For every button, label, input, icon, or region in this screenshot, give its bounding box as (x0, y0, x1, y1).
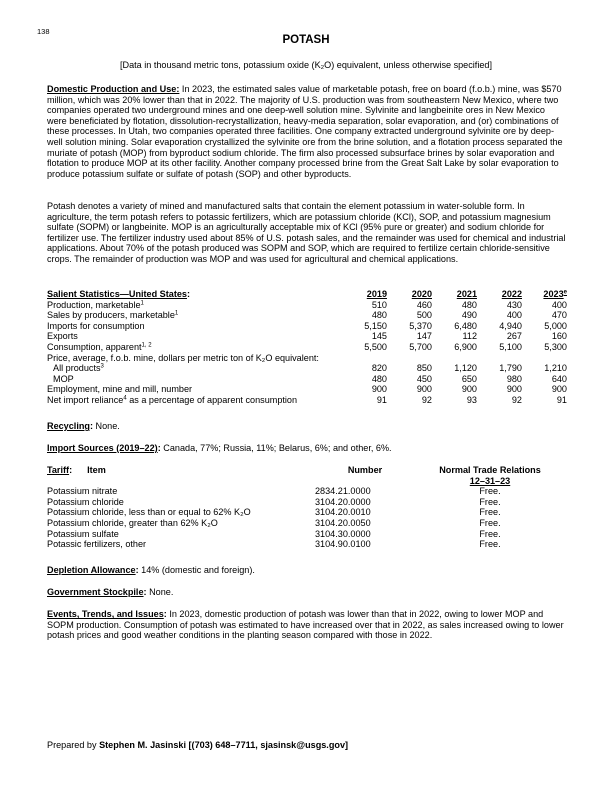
tariff-heading: Tariff (47, 465, 70, 475)
stats-value-2020: 850 (416, 363, 432, 374)
tariff-row (47, 518, 567, 529)
depletion-allowance-text: 14% (domestic and foreign). (141, 565, 255, 575)
tariff-number: 3104.90.0100 (315, 539, 371, 550)
import-sources-text: Canada, 77%; Russia, 11%; Belarus, 6%; and other, 6%. (163, 443, 392, 453)
stats-year-header: 2020 (411, 289, 432, 299)
government-stockpile-text: None. (149, 587, 174, 597)
tariff-col-ntr: Normal Trade Relations (439, 465, 541, 475)
domestic-production-heading: Domestic Production and Use: (47, 84, 180, 94)
depletion-allowance-heading: Depletion Allowance (47, 565, 136, 575)
stats-value-2022: 430 (506, 299, 522, 310)
tariff-ntr: Free. (479, 496, 501, 507)
footnote-ref: 3 (100, 363, 104, 370)
stats-value-2021: 650 (461, 373, 477, 384)
stats-row-label: Price, average, f.o.b. mine, dollars per metric ton of K₂O equivalent: (47, 352, 319, 363)
stats-value-2023: 400 (551, 299, 567, 310)
recycling-heading: Recycling (47, 421, 90, 431)
stats-value-2021: 900 (461, 384, 477, 395)
stats-value-2019: 480 (371, 373, 387, 384)
tariff-ntr: Free. (479, 539, 501, 550)
estimate-mark: e (563, 289, 567, 296)
stats-row (47, 353, 567, 364)
stats-value-2019: 145 (371, 331, 387, 342)
stats-value-2019: 91 (376, 394, 387, 405)
stats-year-header: 2023e (543, 289, 567, 299)
stats-row-label: Employment, mine and mill, number (47, 384, 193, 395)
tariff-table (47, 465, 567, 550)
stats-value-2021: 6,900 (454, 341, 477, 352)
stats-value-2019: 510 (371, 299, 387, 310)
tariff-row (47, 497, 567, 508)
stats-value-2020: 450 (416, 373, 432, 384)
page-subtitle: [Data in thousand metric tons, potassium oxide (K₂O) equivalent, unless otherwise specified] (119, 60, 492, 70)
stats-value-2022: 267 (506, 331, 522, 342)
footer-prefix: Prepared by (47, 740, 100, 750)
tariff-row (47, 539, 567, 550)
stats-row (47, 384, 567, 395)
stats-value-2023 (522, 353, 567, 364)
stats-value-2021: 480 (461, 299, 477, 310)
stats-value-2019: 820 (371, 363, 387, 374)
stats-value-2022: 400 (506, 310, 522, 321)
tariff-ntr: Free. (479, 528, 501, 539)
tariff-item: Potassium chloride, greater than 62% K₂O (47, 517, 218, 528)
tariff-ntr: Free. (479, 517, 501, 528)
tariff-ntr: Free. (479, 486, 501, 497)
stats-value-2020: 92 (421, 394, 432, 405)
stats-row (47, 331, 567, 342)
stats-value-2019: 5,150 (364, 320, 387, 331)
stats-value-2021: 6,480 (454, 320, 477, 331)
tariff-item: Potassium chloride, less than or equal to 62% K₂O (47, 507, 251, 518)
page-number: 138 (37, 27, 50, 36)
stats-value-2022: 4,940 (499, 320, 522, 331)
stats-row-label: Consumption, apparent$^{1, 2}$ (47, 341, 152, 352)
stats-value-2022: 1,790 (499, 363, 522, 374)
stats-value-2020 (387, 353, 432, 364)
footnote-ref: 4 (123, 395, 127, 402)
tariff-number: 2834.21.0000 (315, 486, 371, 497)
footer (47, 740, 567, 751)
stats-heading-colon: : (186, 289, 191, 299)
domestic-production-section (47, 84, 567, 179)
stats-heading: Salient Statistics—United States (47, 289, 187, 299)
stats-row-label: Sales by producers, marketable$^1$ (47, 310, 179, 321)
tariff-ntr: Free. (479, 507, 501, 518)
stats-value-2020: 5,700 (409, 341, 432, 352)
footnote-ref: 1, 2 (141, 342, 152, 349)
tariff-item: Potassium sulfate (47, 528, 119, 539)
stats-value-2022: 92 (511, 394, 522, 405)
tariff-row (47, 507, 567, 518)
tariff-item: Potassium chloride (47, 496, 124, 507)
footnote-ref: 1 (140, 300, 144, 307)
stats-row-label: Production, marketable$^1$ (47, 299, 144, 310)
depletion-allowance-section: Depletion Allowance: 14% (domestic and foreign). (47, 565, 255, 575)
stats-row (47, 363, 567, 374)
stats-row-label: Exports (47, 331, 78, 342)
stats-year-header: 2021 (456, 289, 477, 299)
footer-author: Stephen M. Jasinski [(703) 648–7711, sjasinsk@usgs.gov] (99, 740, 349, 750)
stats-value-2020: 900 (416, 384, 432, 395)
events-trends-text: In 2023, domestic production of potash was lower than that in 2022, owing to lower MOP and SOPM production. Consumption of potash was estimated to have increased over that in 2022, as sales increased owing to lower potash prices and good weather conditions in the planting season compared with those in 2022. (47, 609, 564, 641)
stats-value-2022: 5,100 (499, 341, 522, 352)
stats-value-2023: 91 (556, 394, 567, 405)
stats-value-2021 (432, 353, 477, 364)
tariff-item: Potassium nitrate (47, 486, 118, 497)
potash-definition-section (47, 201, 567, 265)
tariff-col-ntr-date: 12–31–23 (469, 475, 511, 486)
stats-value-2020: 5,370 (409, 320, 432, 331)
stats-row (47, 300, 567, 311)
stats-value-2019: 5,500 (364, 341, 387, 352)
stats-value-2023: 900 (551, 384, 567, 395)
stats-value-2021: 1,120 (454, 363, 477, 374)
salient-statistics-table (47, 289, 567, 406)
stats-value-2021: 490 (461, 310, 477, 321)
stats-row (47, 342, 567, 353)
stats-value-2023: 5,000 (544, 320, 567, 331)
domestic-production-text: In 2023, the estimated sales value of marketable potash, free on board (f.o.b.) mine, was $570 million, which was 20% lower than that in 2022. The majority of U.S. production was from southeastern New Mexico, where two companies operated two underground mines and one deep-well solution mine. Sylvinite and langbeinite ores in New Mexico were beneficiated by flotation, dissolution-recrystallization, heavy-media separation, solar evaporation, and (or) combinations of these processes. In Utah, two companies operated three facilities. One company extracted underground sylvinite ore by deep-well solution mining. Solar evaporation crystallized the sylvinite ore from the brine solution, and a flotation process separated the muriate of potash (MOP) from byproduct sodium chloride. The firm also processed subsurface brines by solar evaporation and flotation to produce MOP at its other facility. Another company processed brine from the Great Salt Lake by solar evaporation to produce potassium sulfate or sulfate of potash (SOP) and other byproducts. (47, 84, 563, 179)
stats-row-label: Imports for consumption (47, 320, 145, 331)
stats-value-2023: 5,300 (544, 341, 567, 352)
tariff-header-row: Tariff: Item Number Normal Trade Relations (47, 465, 567, 476)
tariff-number: 3104.20.0050 (315, 517, 371, 528)
stats-value-2020: 500 (416, 310, 432, 321)
government-stockpile-heading: Government Stockpile (47, 587, 144, 597)
government-stockpile-section: Government Stockpile: None. (47, 587, 174, 597)
tariff-row (47, 529, 567, 540)
recycling-section: Recycling: None. (47, 421, 120, 431)
tariff-number: 3104.20.0010 (315, 507, 371, 518)
tariff-row (47, 486, 567, 497)
stats-value-2020: 147 (416, 331, 432, 342)
tariff-col-number: Number (347, 465, 383, 475)
tariff-header-row-2 (47, 476, 567, 487)
potash-definition-text: Potash denotes a variety of mined and manufactured salts that contain the element potassium in water-soluble form. In agriculture, the term potash refers to potassic fertilizers, which are potassium chloride (KCl), SOP, and potassium magnesium sulfate (SOPM) or langbeinite. MOP is an agriculturally acceptable mix of KCl (95% pure or greater) and sodium chloride for fertilizer use. The fertilizer industry used about 85% of U.S. potash sales, and the remainder was used for chemical and industrial applications. About 70% of the potash produced was SOPM and SOP, which are required to fertilize certain chloride-sensitive crops. The remainder of production was MOP and was used for agricultural and chemical applications. (47, 201, 566, 264)
stats-row-label: Net import reliance$^4$ as a percentage of apparent consumption (47, 394, 298, 405)
stats-value-2020: 460 (416, 299, 432, 310)
tariff-number: 3104.30.0000 (315, 528, 371, 539)
stats-value-2019: 480 (371, 310, 387, 321)
stats-value-2021: 112 (462, 331, 477, 342)
import-sources-heading: Import Sources (2019–22) (47, 443, 158, 453)
stats-header-row (47, 289, 567, 300)
stats-value-2022 (477, 353, 522, 364)
stats-year-header: 2019 (366, 289, 387, 299)
import-sources-section: Import Sources (2019–22): Canada, 77%; Russia, 11%; Belarus, 6%; and other, 6%. (47, 443, 392, 453)
stats-row (47, 310, 567, 321)
stats-value-2023: 470 (551, 310, 567, 321)
footnote-ref: 1 (174, 310, 179, 317)
events-trends-heading: Events, Trends, and Issues (47, 609, 164, 619)
stats-value-2023: 1,210 (544, 363, 567, 374)
stats-value-2019 (342, 353, 387, 364)
tariff-item: Potassic fertilizers, other (47, 539, 147, 550)
stats-year-header: 2022 (501, 289, 522, 299)
recycling-text: None. (95, 421, 120, 431)
stats-value-2023: 160 (551, 331, 567, 342)
stats-value-2019: 900 (371, 384, 387, 395)
tariff-col-item: Item (87, 465, 106, 475)
stats-value-2022: 980 (506, 373, 522, 384)
events-trends-section: Events, Trends, and Issues: In 2023, domestic production of potash was lower than that in 2022, owing to lower MOP and SOPM production. Consumption of potash was estimated to have increased over that in 2022, as sales increased owing to lower potash prices and good weather conditions in the planting season compared with those in 2022. (47, 609, 564, 641)
page-title: POTASH (282, 34, 330, 46)
stats-value-2023: 640 (551, 373, 567, 384)
tariff-number: 3104.20.0000 (315, 496, 371, 507)
stats-row-label: MOP (53, 373, 74, 384)
stats-row (47, 374, 567, 385)
stats-value-2021: 93 (466, 394, 477, 405)
stats-row (47, 395, 567, 406)
stats-value-2022: 900 (506, 384, 522, 395)
stats-row (47, 321, 567, 332)
stats-row-label: All products$^3$ (53, 363, 104, 374)
